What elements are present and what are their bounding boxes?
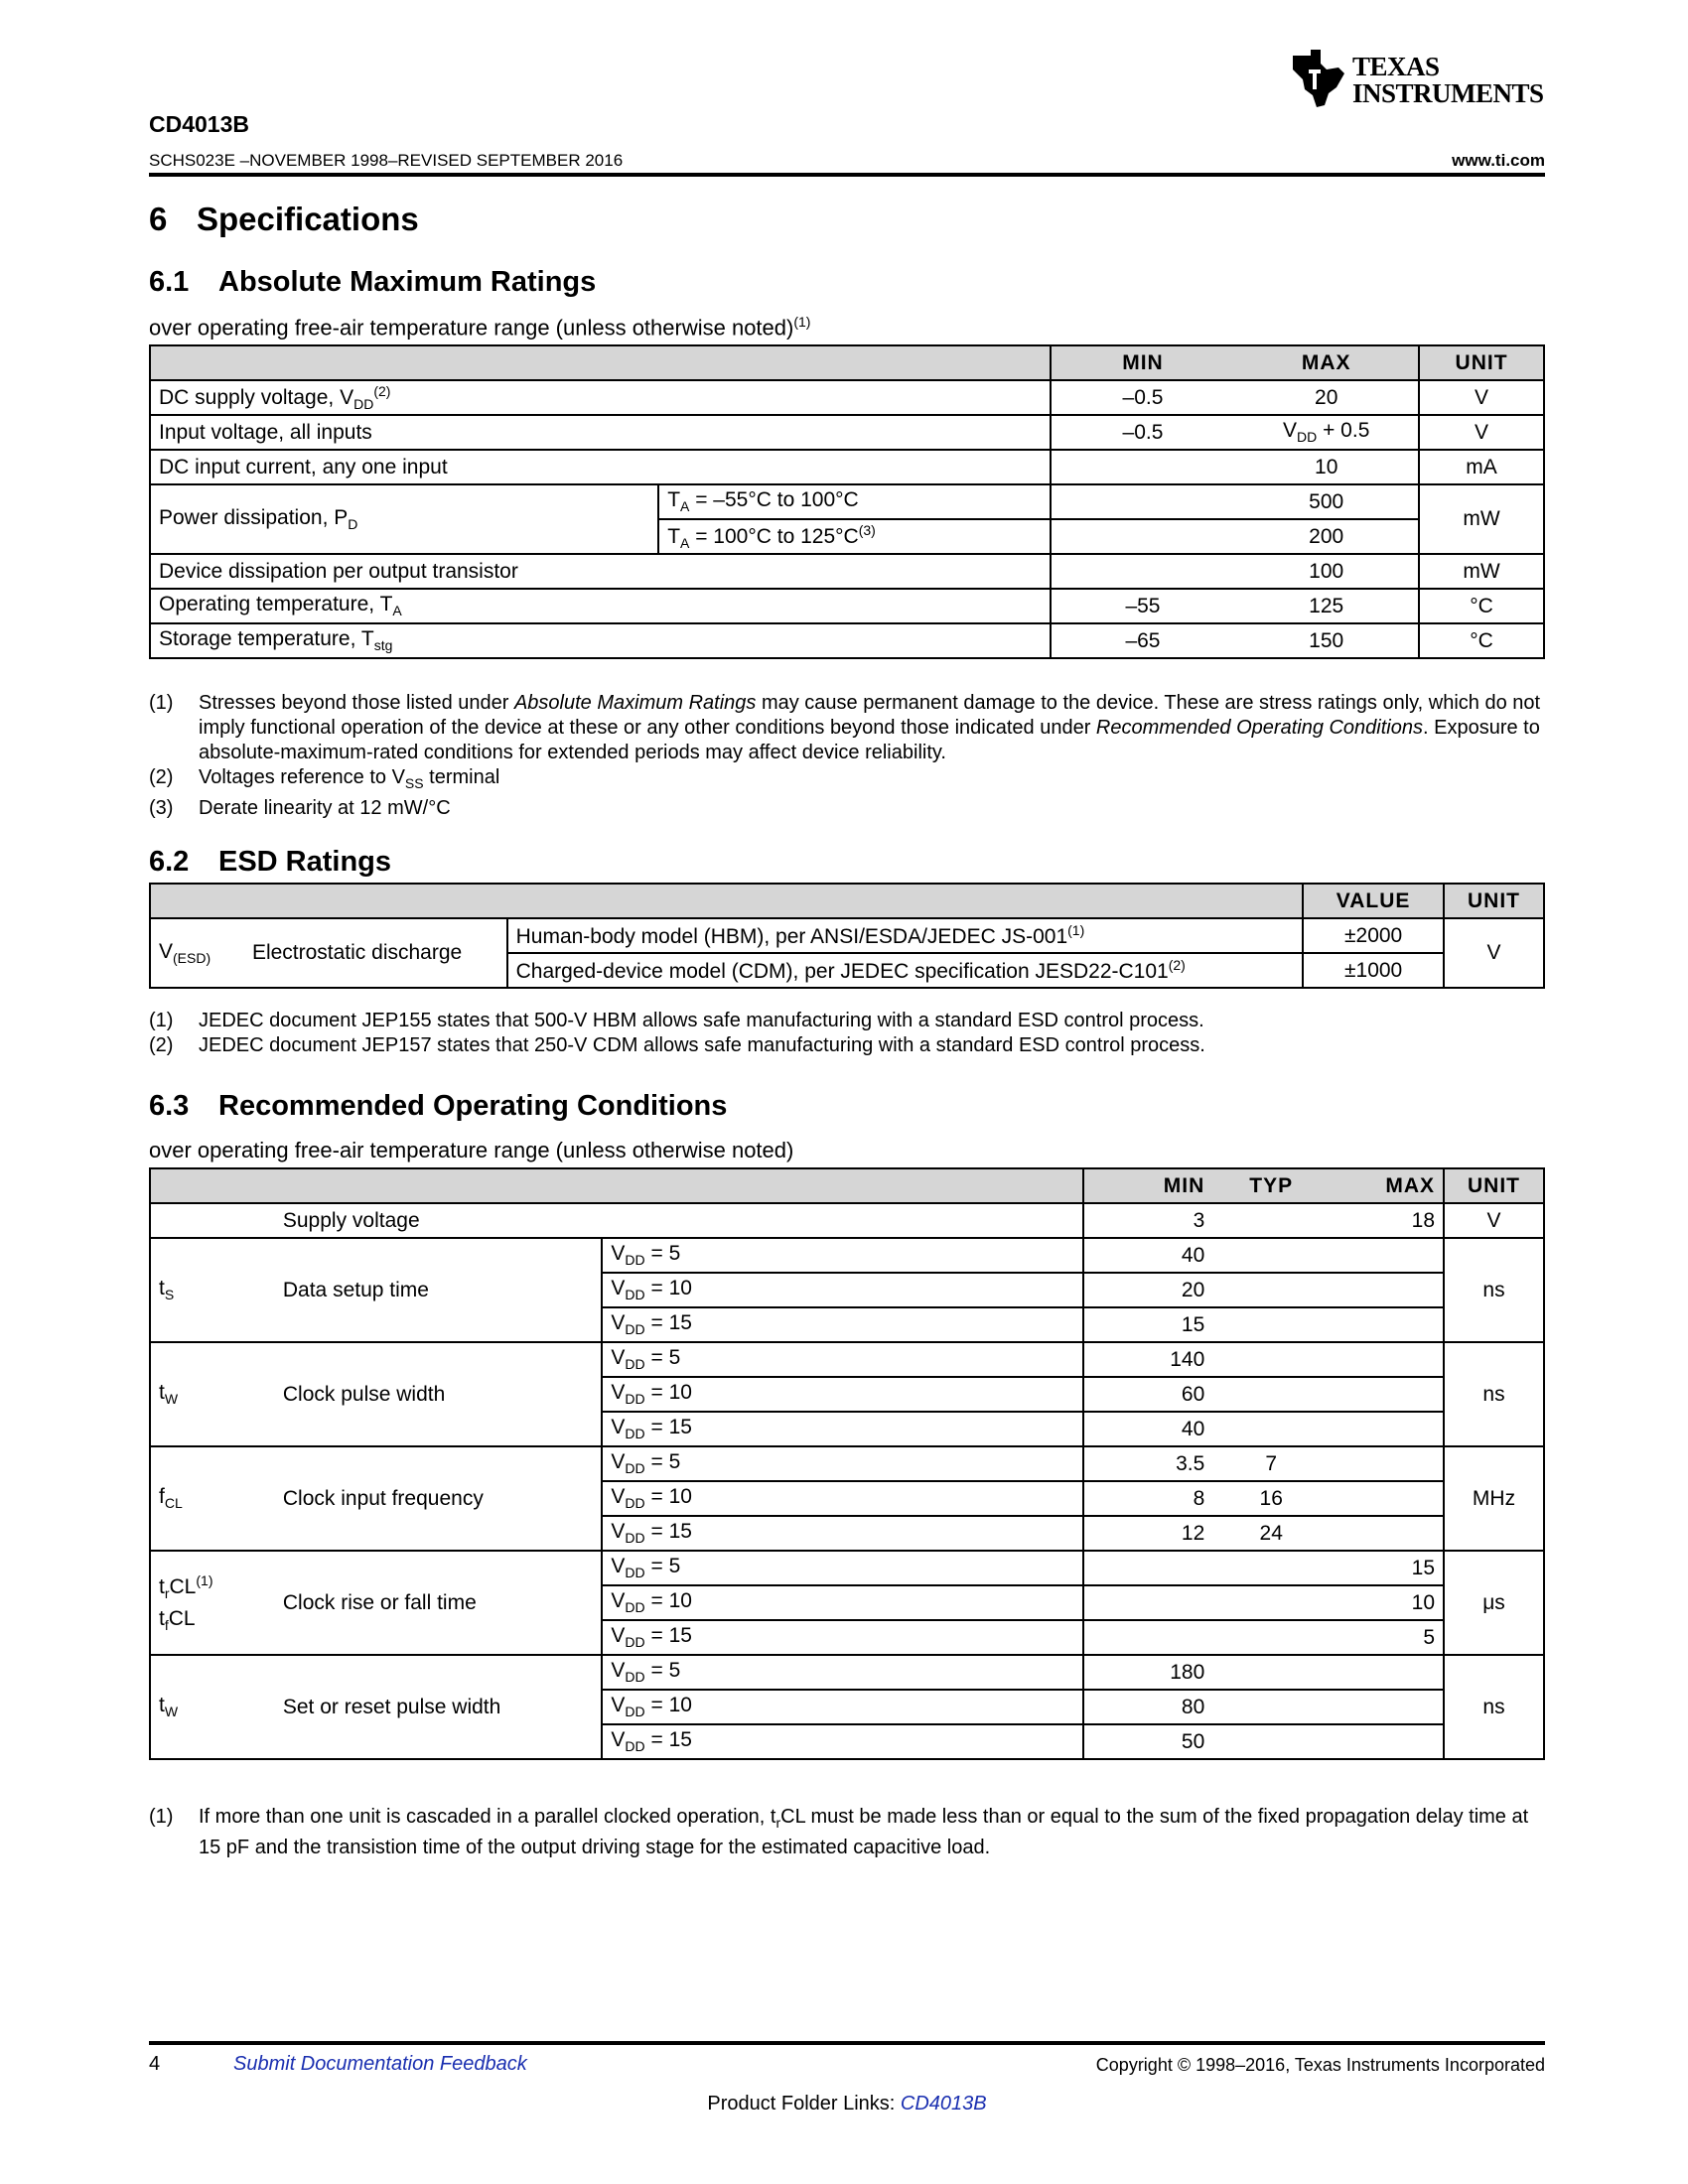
footnote: (3) Derate linearity at 12 mW/°C	[149, 797, 451, 819]
section-6-2-heading: 6.2 ESD Ratings	[149, 846, 392, 878]
table-row: $f_{CL}$ Clock input frequency $V_{DD} = 5$ 3.5 7 MHz	[150, 1446, 1544, 1481]
roc-footnotes	[149, 1805, 1545, 1860]
product-folder-link[interactable]: CD4013B	[900, 2093, 987, 2115]
footnote: (1) If more than one unit is cascaded in a parallel clocked operation, $t_rCL$ must be made less than or equal to the sum of the fixed propagation delay time at 15 pF and the transistion time of the output driving stage for the estimated capacitive load.	[149, 1806, 1529, 1858]
site-url[interactable]: www.ti.com	[1452, 151, 1545, 170]
abs-max-table	[149, 344, 1545, 659]
table-row: $V_{(ESD)}$ Electrostatic discharge Human-body model (HBM), per ANSI/ESDA/JEDEC JS-001$^{(1)}$ ±2000 V	[150, 918, 1544, 953]
copyright: Copyright © 1998–2016, Texas Instruments Incorporated	[1095, 2055, 1545, 2075]
table-row: Supply voltage 3 18 V	[150, 1203, 1544, 1238]
table-row: $V_{DD} = 15$ 15	[150, 1307, 1544, 1342]
header-rule	[149, 173, 1545, 177]
footnote: (2) JEDEC document JEP157 states that 250-V CDM allows safe manufacturing with a standard ESD control process.	[149, 1034, 1205, 1056]
table-row: $t_W$ Clock pulse width $V_{DD} = 5$ 140 ns	[150, 1342, 1544, 1377]
table-row: $V_{DD} = 15$ 5	[150, 1620, 1544, 1655]
ti-logo	[1287, 48, 1555, 111]
col-min: MIN	[1083, 1168, 1212, 1203]
table-row: Input voltage, all inputs –0.5 $V_{DD} + 0.5$ V	[150, 415, 1544, 450]
footnote: (1) Stresses beyond those listed under Absolute Maximum Ratings may cause permanent damage to the device. These are stress ratings only, which do not imply functional operation of the device at these or any other conditions beyond those indicated under Recommended Operating Conditions. Exposure to absolute-maximum-rated conditions for extended periods may affect device reliability.	[149, 692, 1541, 763]
section-6-3-heading: 6.3 Recommended Operating Conditions	[149, 1090, 728, 1122]
col-min: MIN	[1051, 345, 1235, 380]
table-row: $V_{DD} = 15$ 40	[150, 1412, 1544, 1446]
table-header-row	[150, 345, 1544, 380]
table-row: $V_{DD} = 10$ 60	[150, 1377, 1544, 1412]
table-row: $t_S$ Data setup time $V_{DD} = 5$ 40 ns	[150, 1238, 1544, 1273]
roc-table	[149, 1167, 1545, 1760]
logo-text-texas: TEXAS	[1352, 52, 1440, 81]
table-row: $V_{DD} = 10$ 8 16	[150, 1481, 1544, 1516]
table-row: $t_rCL^{(1)}$ $t_fCL$ Clock rise or fall time $V_{DD} = 5$ 15 μs	[150, 1551, 1544, 1585]
part-number: CD4013B	[149, 111, 249, 137]
roc-intro: over operating free-air temperature range (unless otherwise noted)	[149, 1138, 794, 1162]
section-6-heading: 6 Specifications	[149, 201, 419, 237]
table-row: $V_{DD} = 15$ 50	[150, 1724, 1544, 1759]
texas-state-icon	[1287, 48, 1346, 109]
col-unit: UNIT	[1419, 345, 1544, 380]
table-header-row	[150, 884, 1544, 918]
esd-footnotes	[149, 1009, 1545, 1058]
table-row: $V_{DD} = 10$ 20	[150, 1273, 1544, 1307]
product-folder-links: Product Folder Links: CD4013B	[707, 2093, 987, 2115]
table-row: Charged-device model (CDM), per JEDEC specification JESD22-C101$^{(2)}$ ±1000	[150, 953, 1544, 988]
abs-max-footnotes	[149, 691, 1545, 821]
section-6-1-heading: 6.1 Absolute Maximum Ratings	[149, 266, 597, 298]
col-unit: UNIT	[1444, 1168, 1544, 1203]
table-row: Device dissipation per output transistor 100 mW	[150, 554, 1544, 589]
footer-rule	[149, 2041, 1545, 2045]
abs-max-intro: over operating free-air temperature range (unless otherwise noted)$^{(1)}$	[149, 314, 811, 341]
table-row: Power dissipation, $P_D$ $T_A = -55^\circ C$ to 100°C 500 mW	[150, 484, 1544, 519]
col-value: VALUE	[1303, 884, 1444, 918]
table-row: $T_A = 100^\circ C$ to $125^\circ C^{(3)}$ 200	[150, 519, 1544, 554]
page-number: 4	[149, 2053, 161, 2075]
col-unit: UNIT	[1444, 884, 1544, 918]
col-max: MAX	[1234, 345, 1419, 380]
table-row: DC supply voltage, $V_{DD}^{(2)}$ –0.5 20 V	[150, 380, 1544, 415]
table-row: $V_{DD} = 10$ 10	[150, 1585, 1544, 1620]
esd-table	[149, 883, 1545, 989]
col-max: MAX	[1330, 1168, 1444, 1203]
table-row: Storage temperature, $T_{stg}$ –65 150 °C	[150, 623, 1544, 658]
table-row: $V_{DD} = 10$ 80	[150, 1690, 1544, 1724]
table-row: $t_W$ Set or reset pulse width $V_{DD} = 5$ 180 ns	[150, 1655, 1544, 1690]
table-header-row	[150, 1168, 1544, 1203]
footnote: (2) Voltages reference to $V_{SS}$ terminal	[149, 766, 500, 791]
footnote: (1) JEDEC document JEP155 states that 500-V HBM allows safe manufacturing with a standard ESD control process.	[149, 1010, 1204, 1031]
table-row: Operating temperature, $T_A$ –55 125 °C	[150, 589, 1544, 623]
col-typ: TYP	[1212, 1168, 1330, 1203]
table-row: DC input current, any one input 10 mA	[150, 450, 1544, 484]
document-revision: SCHS023E –NOVEMBER 1998–REVISED SEPTEMBER 2016	[149, 151, 624, 170]
table-row: $V_{DD} = 15$ 12 24	[150, 1516, 1544, 1551]
submit-feedback-link[interactable]: Submit Documentation Feedback	[233, 2053, 527, 2075]
logo-text-instruments: INSTRUMENTS	[1352, 78, 1544, 108]
